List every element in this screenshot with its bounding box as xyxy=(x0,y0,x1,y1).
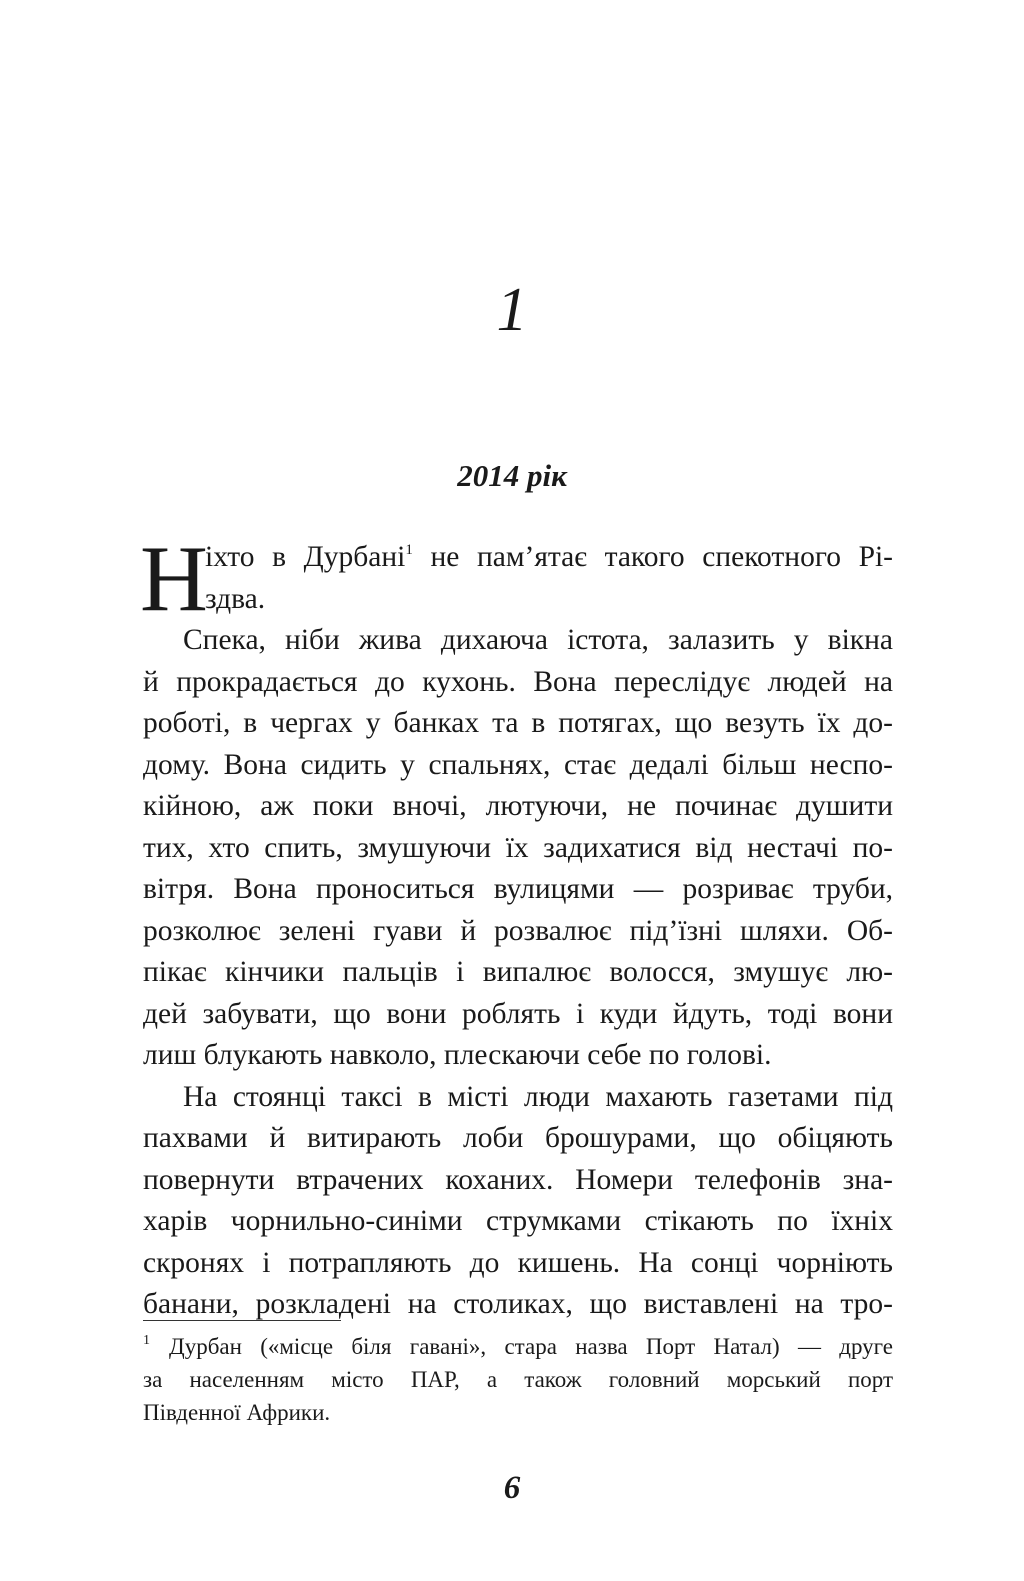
footnote-reference[interactable]: 1 xyxy=(405,542,413,558)
footnote xyxy=(143,1330,893,1429)
footnote-line: Південної Африки. xyxy=(143,1400,331,1425)
footnote-line: за населенням місто ПАР, а також головний морський порт xyxy=(143,1367,893,1392)
text-line: розколює зелені гуави й розвалює під’їзні шляхи. Об- xyxy=(143,914,893,947)
drop-cap: Н xyxy=(140,527,208,631)
chapter-number: 1 xyxy=(496,276,528,344)
body-text xyxy=(140,527,893,1326)
text-line: лиш блукають навколо, плескаючи себе по голові. xyxy=(143,1039,772,1071)
text-line: Спека, ніби жива дихаюча істота, залазить у вікна xyxy=(183,624,893,656)
text-line: й прокрадається до кухонь. Вона переслідує людей на xyxy=(143,665,893,698)
text-line: здва. xyxy=(205,582,266,615)
text-line: На стоянці таксі в місті люди махають газетами під xyxy=(183,1080,893,1113)
text-line: дей забувати, що вони роблять і куди йдуть, тоді вони xyxy=(143,997,893,1030)
year-heading: 2014 рік xyxy=(457,458,567,493)
text-line: харів чорнильно-синіми струмками стікають по їхніх xyxy=(143,1205,893,1237)
text-line: пікає кінчики пальців і випалює волосся, змушує лю- xyxy=(143,956,893,988)
text-line: вітря. Вона проноситься вулицями — розриває труби, xyxy=(143,873,893,905)
text-line: іхто в Дурбані$^1$ не пам’ятає такого спекотного Рі- xyxy=(205,541,893,573)
text-line: банани, розкладені на столиках, що виставлені на тро- xyxy=(143,1288,893,1320)
text-line: кійною, аж поки вночі, лютуючи, не починає душити xyxy=(143,790,893,822)
text-line: повернути втрачених коханих. Номери телефонів зна- xyxy=(143,1163,893,1196)
footnote-divider xyxy=(143,1320,341,1321)
text-line: дому. Вона сидить у спальнях, стає дедалі більш неспо- xyxy=(143,748,893,781)
footnote-line: Дурбан («місце біля гавані», стара назва Порт Натал) — друге xyxy=(169,1334,893,1359)
text-line: скронях і потрапляють до кишень. На сонці чорніють xyxy=(143,1246,893,1279)
footnote-mark: 1 xyxy=(143,1333,150,1348)
text-line: роботі, в чергах у банках та в потягах, що везуть їх до- xyxy=(143,707,893,739)
page-number: 6 xyxy=(503,1470,521,1506)
text-line: пахвами й витирають лоби брошурами, що обіцяють xyxy=(143,1122,893,1154)
text-line: тих, хто спить, змушуючи їх задихатися від нестачі по- xyxy=(143,831,893,864)
